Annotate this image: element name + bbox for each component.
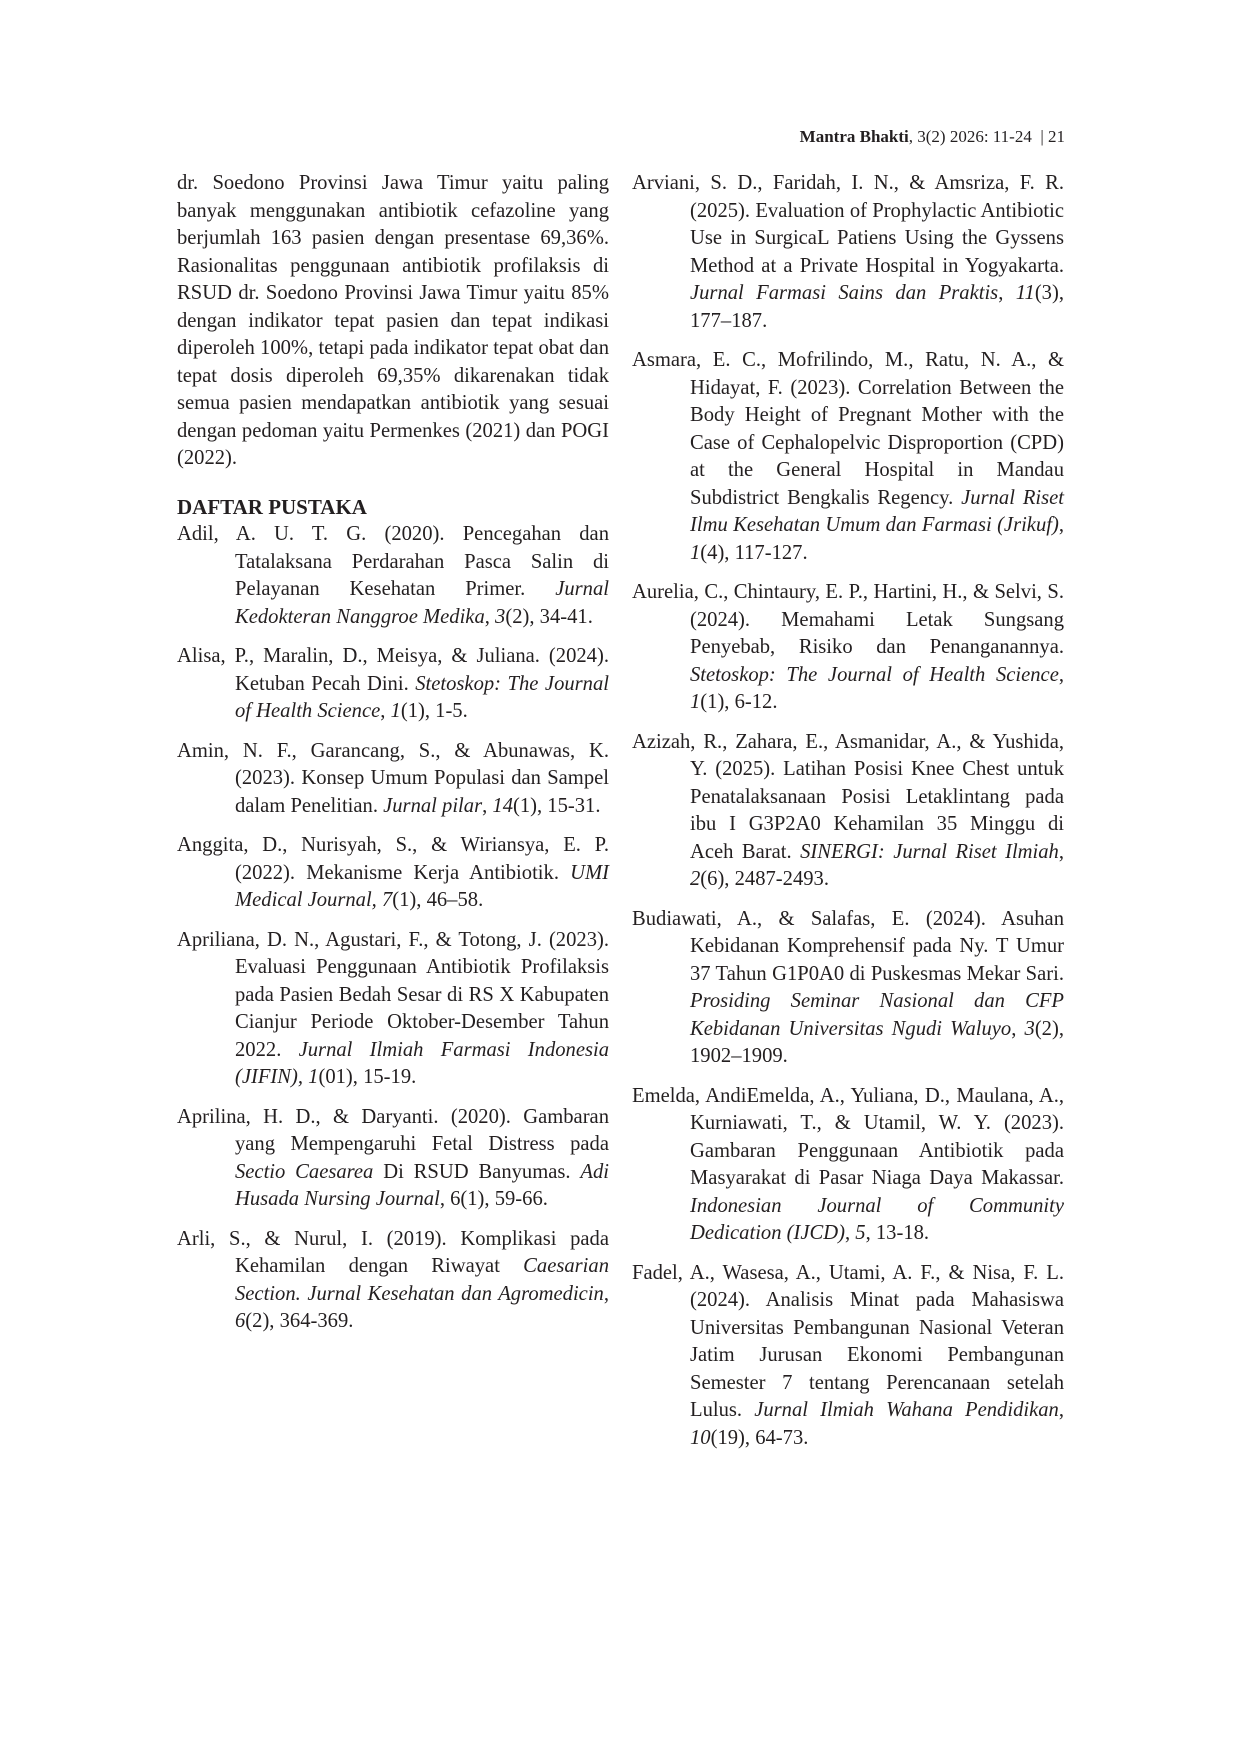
reference-entry xyxy=(177,927,609,1092)
reference-entry xyxy=(177,738,609,821)
reference-pre: Adil, A. U. T. G. (2020). Pencegahan dan Tatalaksana Perdarahan Pasca Salin di Pelayanan Kesehatan Primer. xyxy=(177,523,609,600)
reference-vol: 1 xyxy=(690,691,701,713)
reference-journal: Jurnal Kedokteran Nanggroe Medika xyxy=(235,578,609,628)
reference-post: (2), 1902–1909. xyxy=(690,1017,1064,1067)
reference-sep: , xyxy=(1058,663,1064,686)
reference-vol: 6 xyxy=(235,1310,246,1332)
issue-info: , 3(2) 2026: 11-24 xyxy=(908,127,1032,146)
conclusion-paragraph: dr. Soedono Provinsi Jawa Timur yaitu paling banyak menggunakan antibiotik cefazoline yang berjumlah 163 pasien dengan presentase 69,36%. Rasionalitas penggunaan antibiotik profilaksis di RSUD dr. Soedono Provinsi Jawa Timur yaitu 85% dengan indikator tepat pasien dan tepat indikasi diperoleh 100%, tetapi pada indikator tepat obat dan tepat dosis diperoleh 69,35% dikarenakan tidak semua pasien mendapatkan antibiotik yang sesuai dengan pedoman yaitu Permenkes (2021) dan POGI (2022). xyxy=(177,172,609,469)
reference-post: , 6(1), 59-66. xyxy=(439,1188,548,1210)
reference-journal: SINERGI: Jurnal Riset Ilmiah xyxy=(800,840,1059,863)
reference-pre: Anggita, D., Nurisyah, S., & Wiriansya, E. P. (2022). Mekanisme Kerja Antibiotik. xyxy=(177,834,609,884)
reference-entry xyxy=(632,1260,1064,1453)
reference-post: (2), 34-41. xyxy=(505,605,593,628)
reference-journal: Indonesian Journal of Community Dedication (IJCD) xyxy=(690,1194,1064,1244)
reference-post: (01), 15-19. xyxy=(318,1066,417,1088)
reference-journal: Jurnal Ilmiah Farmasi Indonesia (JIFIN), 1 xyxy=(235,1038,610,1088)
reference-journal: Jurnal Farmasi Sains dan Praktis xyxy=(690,282,999,304)
reference-journal: Jurnal Ilmiah Wahana Pendidikan xyxy=(754,1399,1059,1421)
reference-entry xyxy=(177,1226,609,1336)
reference-vol: 1 xyxy=(690,541,701,564)
reference-sep: , xyxy=(1058,1399,1064,1421)
reference-post: (1), 6-12. xyxy=(700,691,778,713)
reference-entry xyxy=(177,521,609,631)
reference-sep: , xyxy=(844,1222,856,1244)
reference-vol: 3 xyxy=(1024,1017,1035,1040)
reference-post: (6), 2487-2493. xyxy=(700,868,829,890)
reference-vol: Adi Husada Nursing Journal xyxy=(235,1160,610,1210)
reference-post: (4), 117-127. xyxy=(700,541,808,564)
reference-post: (1), 46–58. xyxy=(392,889,484,911)
reference-entry xyxy=(632,170,1064,335)
reference-journal: Prosiding Seminar Nasional dan CFP Kebidanan Universitas Ngudi Waluyo xyxy=(690,990,1064,1040)
reference-pre: Amin, N. F., Garancang, S., & Abunawas, K. (2023). Konsep Umum Populasi dan Sampel dalam Penelitian. xyxy=(177,739,609,817)
section-title: DAFTAR PUSTAKA xyxy=(177,494,367,519)
reference-pre: Azizah, R., Zahara, E., Asmanidar, A., & Yushida, Y. (2025). Latihan Posisi Knee Chest untuk Penatalaksanaan Posisi Letaklintang pada ibu I G3P2A0 Kehamilan 35 Minggu di Aceh Barat. xyxy=(632,730,1064,863)
reference-sep: , xyxy=(484,605,496,628)
reference-journal: Caesarian Section. Jurnal Kesehatan dan Agromedicin xyxy=(235,1255,609,1305)
reference-entry xyxy=(177,832,609,915)
reference-post: (3), 177–187. xyxy=(690,282,1064,332)
reference-pre: Aprilina, H. D., & Daryanti. (2020). Gambaran yang Mempengaruhi Fetal Distress pada xyxy=(177,1105,609,1155)
reference-pre: Budiawati, A., & Salafas, E. (2024). Asuhan Kebidanan Komprehensif pada Ny. T Umur 37 Tahun G1P0A0 di Puskesmas Mekar Sari. xyxy=(632,907,1064,985)
reference-vol: 1 xyxy=(390,700,401,722)
reference-pre: Apriliana, D. N., Agustari, F., & Totong, J. (2023). Evaluasi Penggunaan Antibiotik Profilaksis pada Pasien Bedah Sesar di RS X Kabupaten Cianjur Periode Oktober-Desember Tahun 2022. xyxy=(177,928,609,1061)
reference-sep: , xyxy=(603,1282,609,1305)
reference-vol: 5 xyxy=(855,1222,866,1244)
reference-journal: Jurnal Riset Ilmu Kesehatan Umum dan Farmasi (Jrikuf) xyxy=(690,486,1064,536)
reference-vol: 10 xyxy=(690,1426,711,1449)
reference-entry xyxy=(177,643,609,726)
reference-pre: Arli, S., & Nurul, I. (2019). Komplikasi pada Kehamilan dengan Riwayat xyxy=(177,1227,609,1277)
reference-pre: Asmara, E. C., Mofrilindo, M., Ratu, N. A., & Hidayat, F. (2023). Correlation Between the Body Height of Pregnant Mother with the Case of Cephalopelvic Disproportion (CPD) at the General Hospital in Mandau Subdistrict Bengkalis Regency. xyxy=(632,349,1064,509)
journal-name: Mantra Bhakti xyxy=(799,127,909,146)
reference-journal: Stetoskop: The Journal of Health Science xyxy=(235,672,609,722)
reference-entry xyxy=(177,1104,609,1214)
reference-entry xyxy=(632,579,1064,717)
reference-journal: Jurnal pilar xyxy=(383,794,483,817)
reference-list-right xyxy=(632,170,1064,1452)
reference-sep: , xyxy=(1011,1017,1025,1040)
reference-sep: , xyxy=(1058,840,1065,863)
reference-pre: Arviani, S. D., Faridah, I. N., & Amsriza, F. R. (2025). Evaluation of Prophylactic Antibiotic Use in SurgicaL Patiens Using the Gyssens Method at a Private Hospital in Yogyakarta. xyxy=(632,172,1064,277)
reference-pre: Alisa, P., Maralin, D., Meisya, & Juliana. (2024). Ketuban Pecah Dini. xyxy=(177,645,609,695)
reference-entry xyxy=(632,906,1064,1071)
page-number: | 21 xyxy=(1031,127,1065,146)
reference-vol: 3 xyxy=(495,605,506,628)
reference-vol: 14 xyxy=(492,794,513,817)
reference-journal: UMI Medical Journal, 7 xyxy=(235,861,609,911)
reference-post: (2), 364-369. xyxy=(245,1310,354,1332)
left-column xyxy=(177,170,609,1348)
reference-entry xyxy=(632,347,1064,567)
reference-sep: , xyxy=(380,700,391,722)
reference-post: , 13-18. xyxy=(865,1222,930,1244)
reference-entry xyxy=(632,1083,1064,1248)
reference-pre: Emelda, AndiEmelda, A., Yuliana, D., Maulana, A., Kurniawati, T., & Utamil, W. Y. (2023). Gambaran Penggunaan Antibiotik pada Masyarakat di Pasar Niaga Daya Makassar. xyxy=(632,1084,1064,1189)
reference-journal: Sectio Caesarea xyxy=(235,1160,374,1183)
reference-sep: Di RSUD Banyumas. xyxy=(373,1160,581,1183)
reference-vol: 11 xyxy=(1015,282,1035,304)
running-header xyxy=(800,126,1065,148)
reference-pre: Fadel, A., Wasesa, A., Utami, A. F., & Nisa, F. L. (2024). Analisis Minat pada Mahasiswa Universitas Pembangunan Nasional Veteran Jatim Jurusan Ekonomi Pembangunan Semester 7 tentang Perencanaan setelah Lulus. xyxy=(632,1261,1064,1421)
reference-post: (1), 1-5. xyxy=(400,700,468,722)
reference-sep: , xyxy=(998,282,1016,304)
reference-sep: , xyxy=(482,794,493,817)
reference-vol: 2 xyxy=(690,868,701,890)
reference-post: (19), 64-73. xyxy=(710,1426,809,1449)
reference-sep: , xyxy=(1058,514,1064,536)
reference-list-left xyxy=(177,521,609,1336)
reference-post: (1), 15-31. xyxy=(512,794,601,817)
reference-journal: Stetoskop: The Journal of Health Science xyxy=(690,663,1059,686)
right-column xyxy=(632,170,1064,1464)
reference-pre: Aurelia, C., Chintaury, E. P., Hartini, H., & Selvi, S. (2024). Memahami Letak Sungsang Penyebab, Risiko dan Penanganannya. xyxy=(632,581,1064,658)
reference-entry xyxy=(632,729,1064,894)
